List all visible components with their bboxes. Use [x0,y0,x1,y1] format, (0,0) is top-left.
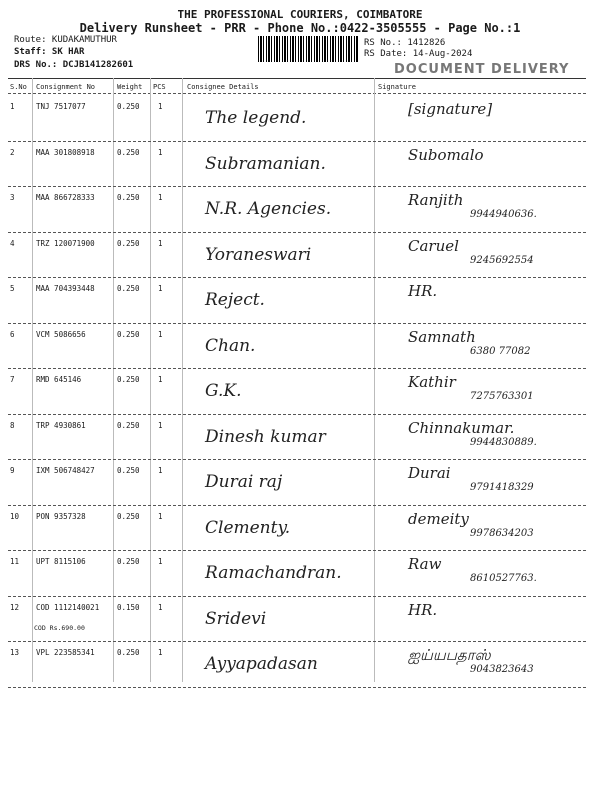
row-weight: 0.250 [117,375,140,384]
row-signature: Kathir [408,373,456,391]
row-signature: [signature] [408,100,493,118]
row-consignment-no: MAA 866728333 [36,193,95,202]
barcode [258,36,358,62]
table-row [0,96,600,142]
row-signature: demeity [408,509,469,528]
row-pcs: 1 [158,238,163,248]
row-pcs: 1 [158,420,163,430]
row-weight: 0.250 [117,147,140,157]
row-weight: 0.250 [117,238,140,248]
row-consignee-name: N.R. Agencies. [205,199,332,219]
row-sno: 9 [10,466,15,475]
row-consignment-no: MAA 704393448 [36,284,95,293]
row-consignment-no: VCM 5086656 [36,329,86,339]
row-phone: 9043823643 [470,664,534,675]
row-consignment-no: PON 9357328 [36,511,86,521]
row-signature: Chinnakumar. [408,418,515,437]
row-consignee-name: Clementy. [205,517,291,538]
row-pcs: 1 [158,557,163,566]
row-consignment-no: TRZ 120071900 [36,238,95,248]
row-weight: 0.250 [117,284,140,293]
rs-number: RS No.: 1412826 [364,38,446,48]
row-sno: 6 [10,329,15,339]
row-phone: 9978634203 [470,527,534,539]
row-pcs: 1 [158,602,163,612]
row-pcs: 1 [158,193,163,202]
row-weight: 0.250 [117,511,140,521]
row-phone: 7275763301 [470,391,534,402]
row-weight: 0.250 [117,102,140,111]
row-sno: 7 [10,375,15,384]
row-consignment-no: TRP 4930861 [36,420,86,430]
col-signature: Signature [378,83,416,91]
rs-date: RS Date: 14-Aug-2024 [364,49,473,59]
col-consignment: Consignment No [36,83,96,91]
table-row [0,506,600,552]
row-pcs: 1 [158,511,163,521]
table-row [0,551,600,597]
row-consignment-no: VPL 223585341 [36,648,95,657]
col-weight: Weight [117,83,143,91]
table-row [0,278,600,324]
row-weight: 0.250 [117,557,140,566]
row-consignment-no: COD 1112140021 [36,602,100,612]
row-signature: HR. [408,600,438,619]
row-consignee-name: Ayyapadasan [205,654,318,674]
row-consignee-name: Subramanian. [205,153,326,174]
row-consignee-name: Yoraneswari [205,244,312,265]
row-weight: 0.250 [117,420,140,430]
row-phone: 8610527763. [470,573,537,584]
row-sno: 8 [10,420,15,430]
row-phone: 9791418329 [470,482,534,493]
row-weight: 0.250 [117,193,140,202]
row-sno: 1 [10,102,15,111]
row-phone: 6380 77082 [470,345,531,357]
row-consignment-no: UPT 8115106 [36,557,86,566]
row-signature: ஐய்யபதாஸ் [408,646,491,664]
table-row [0,142,600,188]
staff-label: Staff: SK HAR [14,47,85,57]
row-signature: Raw [408,555,442,573]
col-pcs: PCS [153,83,166,91]
row-consignment-no: TNJ 7517077 [36,102,86,111]
row-pcs: 1 [158,102,163,111]
row-consignee-name: Dinesh kumar [205,426,326,447]
row-signature: HR. [408,282,438,300]
row-cod-amount: COD Rs.690.00 [34,623,85,632]
route-label: Route: KUDAKAMUTHUR [14,35,117,45]
row-consignment-no: IXM 506748427 [36,466,95,475]
row-signature: Subomalo [408,145,484,164]
row-sno: 4 [10,238,15,248]
company-title: THE PROFESSIONAL COURIERS, COIMBATORE [177,8,423,21]
runsheet-subtitle: Delivery Runsheet - PRR - Phone No.:0422-3505555 - Page No.:1 [79,21,521,35]
row-weight: 0.150 [117,602,140,612]
row-sno: 3 [10,193,15,202]
row-weight: 0.250 [117,648,140,657]
header-top-rule [8,78,586,79]
col-consignee: Consignee Details [187,83,259,91]
row-divider [8,687,586,688]
row-consignee-name: The legend. [205,108,307,128]
row-pcs: 1 [158,375,163,384]
table-row [0,369,600,415]
row-sno: 2 [10,147,15,157]
row-consignment-no: RMD 645146 [36,375,82,384]
row-pcs: 1 [158,466,163,475]
row-consignee-name: Sridevi [205,608,267,629]
table-row [0,187,600,233]
col-sno: S.No [10,83,27,91]
row-signature: Durai [408,464,451,482]
row-pcs: 1 [158,648,163,657]
row-sno: 13 [10,648,20,657]
table-row [0,233,600,279]
document-delivery-stamp: DOCUMENT DELIVERY [394,62,570,77]
header-bottom-rule [8,93,586,94]
row-pcs: 1 [158,329,163,339]
row-pcs: 1 [158,147,163,157]
row-consignee-name: Reject. [205,290,265,310]
row-consignee-name: G.K. [205,381,242,401]
table-row [0,415,600,461]
row-phone: 9944940636. [470,209,537,220]
row-weight: 0.250 [117,329,140,339]
row-signature: Caruel [408,236,459,255]
row-phone: 9245692554 [470,254,534,266]
row-consignee-name: Ramachandran. [205,563,342,583]
row-sno: 10 [10,511,20,521]
drs-number: DRS No.: DCJB141282601 [14,60,134,70]
row-sno: 11 [10,557,20,566]
row-consignee-name: Chan. [205,335,256,356]
row-sno: 5 [10,284,15,293]
row-weight: 0.250 [117,466,140,475]
row-signature: Samnath [408,327,476,346]
table-row [0,460,600,506]
row-consignee-name: Durai raj [205,472,283,492]
row-consignment-no: MAA 301808918 [36,147,95,157]
row-pcs: 1 [158,284,163,293]
row-sno: 12 [10,602,20,612]
table-row [0,324,600,370]
table-row [0,642,600,688]
row-phone: 9944830889. [470,436,537,448]
table-row [0,597,600,643]
row-signature: Ranjith [408,191,464,209]
